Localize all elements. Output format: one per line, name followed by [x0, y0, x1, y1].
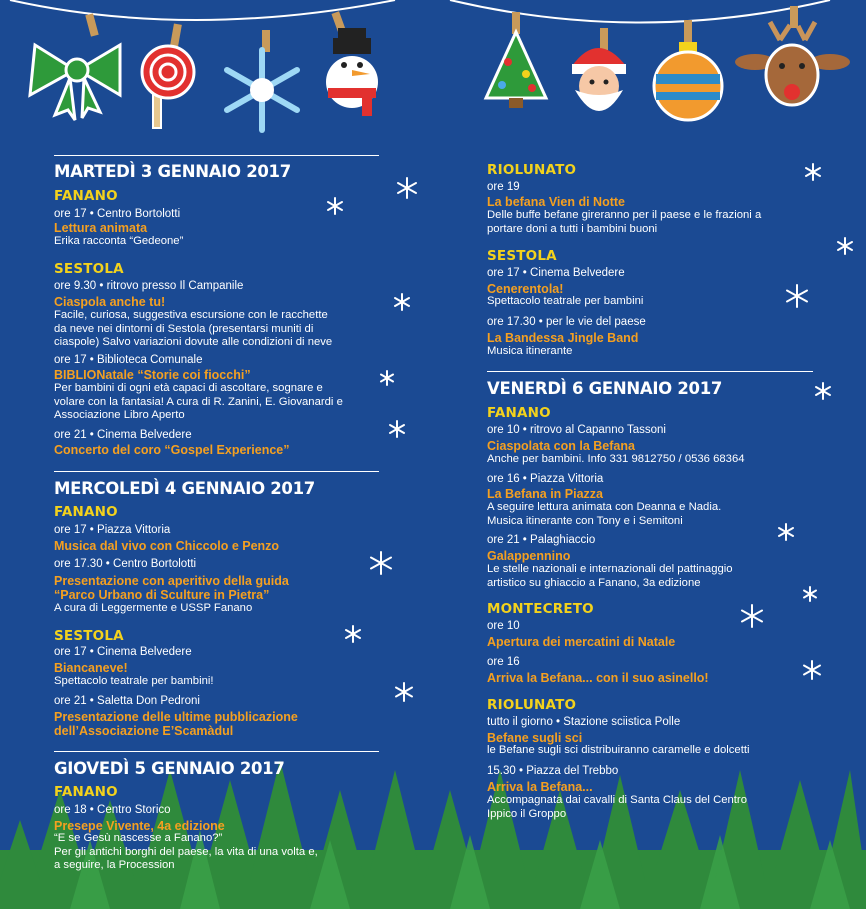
description-line: Musica itinerante con Tony e i Semitoni	[487, 514, 683, 527]
event-title	[54, 574, 289, 602]
description-line: Delle buffe befane gireranno per il paese e le frazioni a	[487, 209, 762, 221]
description-line: a seguire, la Procession	[54, 859, 175, 871]
town-heading: FANANO	[54, 504, 118, 520]
town-heading: SESTOLA	[54, 628, 124, 644]
divider	[487, 371, 813, 372]
snowflake-icon	[328, 198, 342, 214]
town-heading: MONTECRETO	[487, 601, 594, 617]
event-title: Biancaneve!	[54, 661, 128, 675]
day-heading: MARTEDÌ 3 GENNAIO 2017	[54, 162, 291, 181]
event-description	[487, 209, 817, 236]
event-time-place: ore 9.30 • ritrovo presso Il Campanile	[54, 280, 244, 292]
day-heading: GIOVEDÌ 5 GENNAIO 2017	[54, 759, 285, 778]
event-time-place: ore 16	[487, 656, 520, 668]
snowflake-icon	[371, 552, 391, 574]
bow-ornament-icon	[30, 13, 120, 120]
town-heading: RIOLUNATO	[487, 697, 577, 713]
divider	[54, 471, 379, 472]
snowman-ornament-icon	[326, 11, 378, 116]
event-title: Ciaspolata con la Befana	[487, 439, 635, 453]
snowflake-icon	[395, 294, 409, 310]
description-line: portare doni a tutti i bambini buoni	[487, 222, 658, 235]
town-heading: SESTOLA	[487, 248, 557, 264]
description-line: artistico su ghiaccio a Fanano, 3a edizione	[487, 576, 701, 589]
event-description: A cura di Leggermente e USSP Fanano	[54, 602, 253, 614]
event-description	[487, 501, 817, 528]
garland-right	[450, 0, 830, 23]
event-title: Cenerentola!	[487, 282, 564, 296]
event-description: Musica itinerante	[487, 345, 573, 357]
lollipop-ornament-icon	[142, 23, 194, 128]
event-title: La Bandessa Jingle Band	[487, 331, 639, 345]
event-time-place: ore 17 • Biblioteca Comunale	[54, 354, 203, 366]
snowflake-icon	[806, 164, 820, 180]
divider	[54, 155, 379, 156]
snowflake-icon	[390, 421, 404, 437]
event-description	[487, 794, 817, 821]
event-description: Anche per bambini. Info 331 9812750 / 0536 68364	[487, 453, 745, 465]
event-title: Befane sugli sci	[487, 731, 583, 745]
event-title: Arriva la Befana... con il suo asinello!	[487, 671, 709, 685]
event-time-place: ore 17 • Piazza Vittoria	[54, 524, 171, 536]
santa-ornament-icon	[572, 28, 626, 111]
event-description	[54, 309, 384, 350]
description-line: Associazione Libro Aperto	[54, 409, 185, 421]
description-line: Per bambini di ogni età capaci di ascoltare, sognare e	[54, 382, 323, 394]
event-title: Apertura dei mercatini di Natale	[487, 635, 676, 649]
event-time-place: ore 21 • Palaghiaccio	[487, 534, 596, 546]
title-line: Presentazione con aperitivo della guida	[54, 574, 289, 588]
event-time-place: ore 19	[487, 181, 520, 193]
event-title: La befana Vien di Notte	[487, 195, 625, 209]
snowflake-icon	[396, 683, 412, 701]
description-line: “E se Gesù nascesse a Fanano?”	[54, 832, 223, 844]
event-title: BIBLIONatale “Storie coi fiocchi”	[54, 368, 251, 382]
event-description: le Befane sugli sci distribuiranno caramelle e dolcetti	[487, 744, 750, 756]
event-time-place: ore 17 • Cinema Belvedere	[54, 646, 192, 658]
description-line: Le stelle nazionali e internazionali del pattinaggio	[487, 563, 733, 575]
snowflake-icon	[816, 383, 830, 399]
description-line: Accompagnata dai cavalli di Santa Claus del Centro	[487, 794, 747, 806]
event-title	[54, 710, 298, 738]
town-heading: RIOLUNATO	[487, 162, 577, 178]
event-time-place: ore 17 • Cinema Belvedere	[487, 267, 625, 279]
event-title: Lettura animata	[54, 221, 148, 235]
event-time-place: ore 10 • ritrovo al Capanno Tassoni	[487, 424, 666, 436]
event-description: Spettacolo teatrale per bambini!	[54, 675, 214, 687]
event-time-place: ore 17.30 • Centro Bortolotti	[54, 558, 197, 570]
town-heading: FANANO	[487, 405, 551, 421]
day-heading: MERCOLEDÌ 4 GENNAIO 2017	[54, 479, 315, 498]
event-title: Arriva la Befana...	[487, 780, 593, 794]
bauble-ornament-icon	[654, 20, 722, 120]
event-title: Galappennino	[487, 549, 571, 563]
event-description	[54, 382, 384, 423]
event-title: La Befana in Piazza	[487, 487, 604, 501]
snowflake-icon	[804, 661, 820, 679]
event-title: Ciaspola anche tu!	[54, 295, 166, 309]
day-heading: VENERDÌ 6 GENNAIO 2017	[487, 379, 723, 398]
divider	[54, 751, 379, 752]
description-line: Facile, curiosa, suggestiva escursione con le racchette	[54, 309, 328, 321]
event-time-place: ore 21 • Cinema Belvedere	[54, 429, 192, 441]
description-line: A seguire lettura animata con Deanna e Nadia.	[487, 501, 722, 513]
title-line: Presentazione delle ultime pubblicazione	[54, 710, 298, 724]
reindeer-ornament-icon	[735, 6, 850, 105]
event-time-place: ore 21 • Saletta Don Pedroni	[54, 695, 200, 707]
event-description: Spettacolo teatrale per bambini	[487, 295, 644, 307]
christmas-tree-ornament-icon	[486, 12, 546, 108]
event-time-place: ore 10	[487, 620, 520, 632]
snowflake-icon	[742, 605, 762, 627]
event-title: Presepe Vivente, 4a edizione	[54, 819, 225, 833]
snowflake-icon	[838, 238, 852, 254]
snowflake-icon	[398, 178, 416, 198]
event-time-place: ore 18 • Centro Storico	[54, 804, 171, 816]
description-line: Per gli antichi borghi del paese, la vita di una volta e,	[54, 845, 318, 858]
event-title: Musica dal vivo con Chiccolo e Penzo	[54, 539, 280, 553]
snowflake-icon	[346, 626, 360, 642]
title-line: “Parco Urbano di Sculture in Pietra”	[54, 588, 270, 602]
event-description	[487, 563, 817, 590]
event-description: Erika racconta “Gedeone”	[54, 235, 184, 247]
event-time-place: ore 17.30 • per le vie del paese	[487, 316, 646, 328]
event-description	[54, 832, 384, 873]
snowflake-ornament-icon	[227, 30, 297, 130]
title-line: dell’Associazione E’Scamàdul	[54, 724, 234, 738]
event-time-place: tutto il giorno • Stazione sciistica Polle	[487, 716, 681, 728]
town-heading: FANANO	[54, 784, 118, 800]
description-line: ciaspole) Salvo variazioni dovute alle condizioni di neve	[54, 336, 333, 348]
description-line: Ippico il Groppo	[487, 807, 567, 820]
event-time-place: ore 17 • Centro Bortolotti	[54, 208, 181, 220]
snowflake-icon	[787, 285, 807, 307]
event-time-place: 15.30 • Piazza del Trebbo	[487, 765, 619, 777]
town-heading: SESTOLA	[54, 261, 124, 277]
description-line: da neve nei dintorni di Sestola (presentarsi muniti di	[54, 322, 314, 335]
event-time-place: ore 16 • Piazza Vittoria	[487, 473, 604, 485]
town-heading: FANANO	[54, 188, 118, 204]
description-line: volare con la fantasia! A cura di R. Zanini, E. Giovanardi e	[54, 395, 343, 408]
event-title: Concerto del coro “Gospel Experience”	[54, 443, 290, 457]
